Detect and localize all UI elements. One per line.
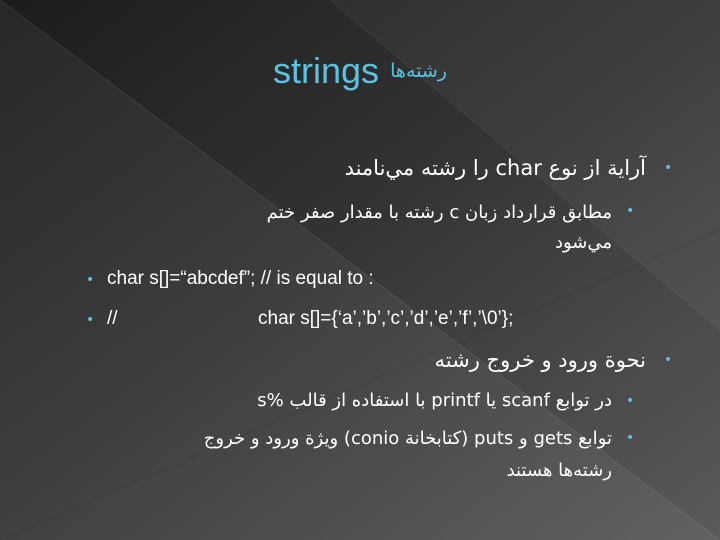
bullet-dot-icon: • <box>664 160 673 176</box>
title-english: strings <box>273 50 380 91</box>
code-line: char s[]=“abcdef”; // is equal to : <box>107 268 374 289</box>
bullet-text: مطابق قرارداد زبان c رشته با مقدار صفر ختم <box>266 202 612 223</box>
bullet-dot-icon: • <box>626 393 635 409</box>
bullet-text: در توابع scanf يا printf با استفاده از قالب %s <box>257 390 612 411</box>
bullet-text: نحوة ورود و خروج رشته <box>434 348 646 372</box>
title-persian: رشته‌ها <box>390 60 447 82</box>
bullet-text: توابع gets و puts (كتابخانة conio) ويژة ورود و خروج <box>203 428 612 449</box>
bullet-dot-icon: • <box>626 430 635 446</box>
bullet-dot-icon: • <box>664 352 673 368</box>
bullet-text: آراية از نوع char را رشته مي‌نامند <box>344 156 646 180</box>
bullet-dot-icon: • <box>86 312 95 328</box>
bullet-dot-icon: • <box>626 203 635 219</box>
code-comment: // <box>107 308 118 329</box>
bullet-text-continued: مي‌شود <box>554 232 612 253</box>
bullet-text-continued: رشته‌ها هستند <box>506 460 612 481</box>
code-line: char s[]={‘a’,’b’,’c’,’d’,’e’,’f’,’\0’}; <box>258 308 514 329</box>
bullet-dot-icon: • <box>86 272 95 288</box>
slide-title <box>0 50 720 92</box>
